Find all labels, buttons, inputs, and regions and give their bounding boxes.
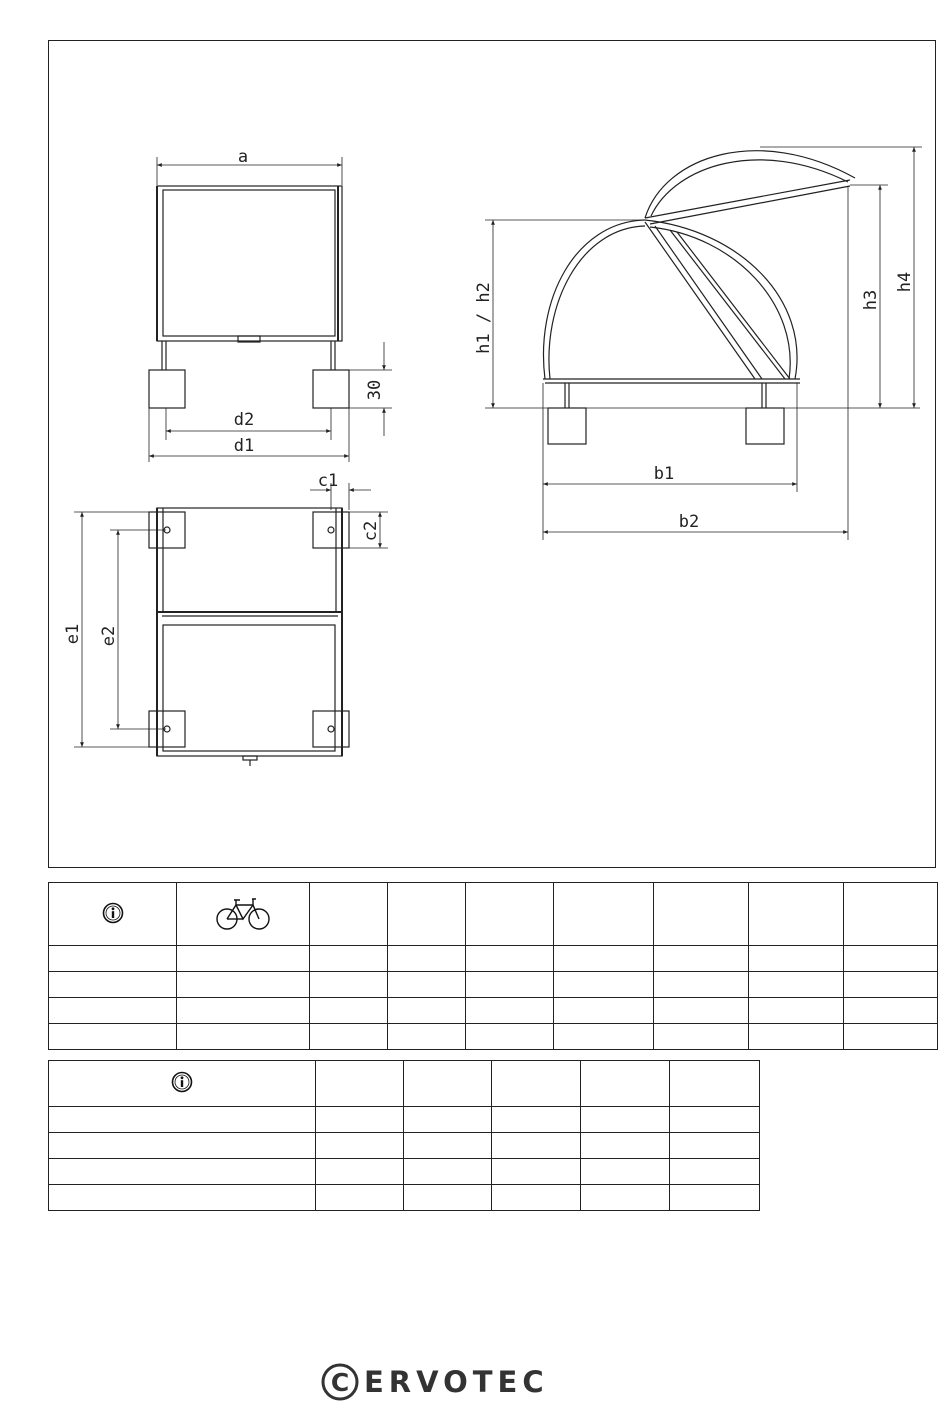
header-cell xyxy=(654,883,749,946)
label-h4: h4 xyxy=(895,271,915,293)
header-cell xyxy=(466,883,554,946)
header-cell xyxy=(749,883,844,946)
header-cell xyxy=(310,883,388,946)
label-e2: e2 xyxy=(99,625,119,647)
header-cell xyxy=(844,883,938,946)
table-header-row xyxy=(49,883,938,946)
table-row xyxy=(49,1159,760,1185)
header-cell xyxy=(670,1061,760,1107)
label-h3: h3 xyxy=(861,289,881,311)
label-a: a xyxy=(237,147,249,167)
header-cell-info xyxy=(49,1061,316,1107)
table-row xyxy=(49,1024,938,1050)
header-cell xyxy=(581,1061,670,1107)
header-cell xyxy=(388,883,466,946)
logo-symbol: C xyxy=(330,1368,350,1397)
spec-table-secondary xyxy=(48,1060,760,1211)
table-row xyxy=(49,946,938,972)
side-view xyxy=(543,151,855,444)
logo-mark-icon xyxy=(320,1362,360,1402)
header-cell-bikes xyxy=(177,883,310,946)
header-cell xyxy=(316,1061,404,1107)
label-30: 30 xyxy=(365,379,385,401)
header-cell xyxy=(404,1061,492,1107)
header-cell-info xyxy=(49,883,177,946)
table-row xyxy=(49,1185,760,1211)
header-cell xyxy=(492,1061,581,1107)
label-b1: b1 xyxy=(653,464,675,484)
front-view-dimensions xyxy=(149,157,392,462)
info-icon xyxy=(170,1070,194,1094)
plan-view xyxy=(149,508,349,766)
table-header-row xyxy=(49,1061,760,1107)
label-d1: d1 xyxy=(233,436,255,456)
label-d2: d2 xyxy=(233,410,255,430)
spec-table-bikes xyxy=(48,882,938,1050)
table-row xyxy=(49,998,938,1024)
label-e1: e1 xyxy=(63,623,83,645)
table-row xyxy=(49,1107,760,1133)
table-row xyxy=(49,972,938,998)
plan-view-dimensions xyxy=(74,483,388,747)
info-icon xyxy=(101,901,125,925)
label-c1: c1 xyxy=(317,471,339,491)
side-view-dimensions xyxy=(485,147,922,540)
front-view xyxy=(149,186,349,408)
table-row xyxy=(49,1133,760,1159)
company-logo xyxy=(320,1362,549,1402)
label-b2: b2 xyxy=(678,512,700,532)
bicycle-icon xyxy=(214,893,272,933)
label-c2: c2 xyxy=(361,520,381,542)
header-cell xyxy=(554,883,654,946)
logo-text: ERVOTEC xyxy=(364,1365,549,1399)
label-h1-h2: h1 / h2 xyxy=(474,282,494,354)
